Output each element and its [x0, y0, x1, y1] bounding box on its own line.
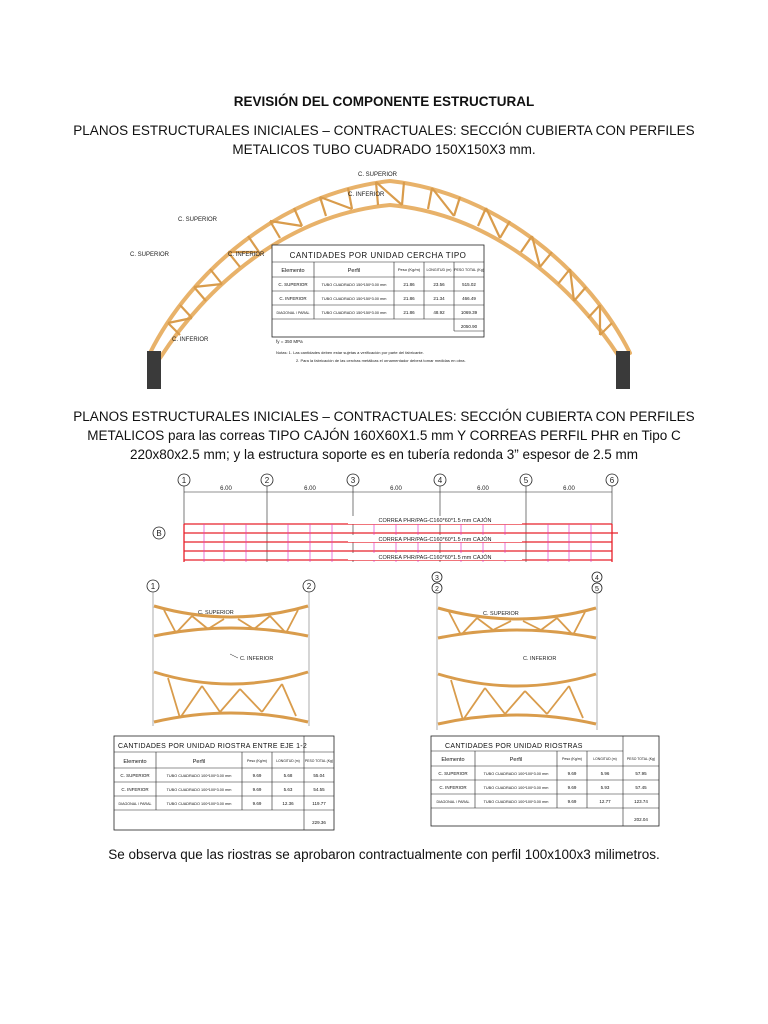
paragraph-2-line-2: METALICOS para las correas TIPO CAJÓN 160X60X1.5 mm Y CORREAS PERFIL PHR en Tipo C — [87, 428, 681, 443]
correa-label-2: CORREA PHR/PAG-C160*60*1.5 mm CAJÓN — [378, 537, 492, 543]
table-total: 229.36 — [312, 820, 326, 825]
span-dim-4: 6.00 — [477, 486, 489, 492]
note-2: 2. Para la fabricación de las cerchas metálicas el ornamentador deberá tomar medidas en obra. — [296, 358, 466, 363]
cell: 54.55 — [313, 787, 325, 792]
axis-label-2: 2 — [306, 582, 312, 591]
cell: TUBO CUADRADO 100*100*3.00 mm — [166, 774, 232, 778]
header-elemento: Elemento — [441, 757, 465, 763]
cell: 21.86 — [403, 310, 415, 315]
cell: 515.02 — [462, 282, 476, 287]
cell: 12.77 — [599, 799, 611, 804]
cell: 9.69 — [252, 801, 262, 806]
header-perfil: Perfil — [509, 757, 523, 763]
note-1: Notas: 1. Las cantidades deben estar sujetas a verificación por parte del fabricante. — [276, 350, 424, 355]
span-dim-5: 6.00 — [563, 486, 575, 492]
cell: 119.77 — [312, 801, 326, 806]
cell: TUBO CUADRADO 100*100*3.00 mm — [166, 788, 232, 792]
cell: DIAGONAL / PARAL — [436, 800, 470, 804]
cell: 466.49 — [462, 296, 476, 301]
cell: 5.96 — [600, 771, 610, 776]
header-longitud: LONGITUD (m) — [276, 759, 300, 763]
label-c-superior-left-2: C. SUPERIOR — [130, 252, 170, 258]
left-column — [147, 351, 161, 389]
cell: 21.34 — [433, 296, 445, 301]
axis-label-1: 1 — [150, 582, 156, 591]
cell: TUBO CUADRADO 100*100*3.00 mm — [483, 800, 549, 804]
cell: TUBO CUADRADO 150*150*3.00 mm — [321, 283, 387, 287]
label-c-inferior-top: C. INFERIOR — [348, 192, 385, 198]
table-title: CANTIDADES POR UNIDAD RIOSTRA ENTRE EJE 1-2 — [118, 743, 308, 750]
span-dim-3: 6.00 — [390, 486, 402, 492]
axis-label-3: 3 — [435, 575, 439, 582]
table-total: 202.04 — [634, 817, 648, 822]
table-title: CANTIDADES POR UNIDAD RIOSTRAS — [445, 743, 583, 750]
cell: 57.95 — [635, 771, 647, 776]
cell: 9.69 — [252, 773, 262, 778]
span-dim-2: 6.00 — [304, 486, 316, 492]
cell: 5.63 — [283, 787, 293, 792]
header-perfil: Perfil — [347, 268, 361, 274]
header-longitud: LONGITUD (m) — [426, 268, 452, 272]
span-dim-1: 6.00 — [220, 486, 232, 492]
table-title: CANTIDADES POR UNIDAD CERCHA TIPO — [289, 251, 467, 260]
header-peso: Peso (Kg/m) — [397, 267, 421, 272]
paragraph-1-line-2: METALICOS TUBO CUADRADO 150X150X3 mm. — [232, 142, 536, 157]
header-perfil: Perfil — [192, 759, 206, 765]
label-c-inferior-left: C. INFERIOR — [228, 252, 265, 258]
header-peso-total: PESO TOTAL (Kg) — [454, 268, 484, 272]
label-c-inferior: C. INFERIOR — [240, 656, 274, 662]
header-peso-total: PESO TOTAL (Kg) — [626, 757, 656, 761]
label-c-inferior: C. INFERIOR — [523, 656, 557, 662]
cell: 5.93 — [600, 785, 610, 790]
cell: DIAGONAL / PARAL — [276, 311, 310, 315]
axis-label-3: 3 — [350, 476, 356, 485]
truss-quantities-table — [272, 245, 484, 337]
riostra-left-drawing — [112, 576, 364, 834]
axis-label-2: 2 — [264, 476, 270, 485]
cell: 23.56 — [433, 282, 445, 287]
header-elemento: Elemento — [123, 759, 147, 765]
riostra-right-table — [431, 736, 659, 826]
axis-label-5: 5 — [595, 586, 599, 593]
label-c-superior-left: C. SUPERIOR — [178, 217, 218, 223]
cell: 9.69 — [567, 771, 577, 776]
cell: TUBO CUADRADO 100*100*3.00 mm — [483, 772, 549, 776]
cell: C. SUPERIOR — [438, 771, 468, 776]
header-peso: Peso (Kg/m) — [247, 759, 267, 763]
cell: TUBO CUADRADO 100*100*3.00 mm — [166, 802, 232, 806]
cell: C. INFERIOR — [121, 787, 149, 792]
axis-label-6: 6 — [609, 476, 615, 485]
cell: 21.86 — [403, 282, 415, 287]
cell: 123.74 — [634, 799, 648, 804]
table-total: 2050.90 — [460, 324, 478, 329]
page-title: REVISIÓN DEL COMPONENTE ESTRUCTURAL — [233, 94, 535, 109]
label-c-inferior-bottom: C. INFERIOR — [172, 337, 209, 343]
riostra-right-drawing — [425, 570, 663, 832]
cell: TUBO CUADRADO 150*150*3.00 mm — [321, 297, 387, 301]
cell: C. SUPERIOR — [120, 773, 150, 778]
cell: 9.69 — [567, 799, 577, 804]
right-column — [616, 351, 630, 389]
cell: 21.86 — [403, 296, 415, 301]
label-c-superior-top: C. SUPERIOR — [358, 172, 398, 178]
axis-label-b: B — [156, 529, 162, 538]
conclusion-paragraph: Se observa que las riostras se aprobaron contractualmente con perfil 100x100x3 milimetros. — [108, 847, 660, 862]
cell: 5.68 — [283, 773, 293, 778]
axis-label-5: 5 — [523, 476, 529, 485]
cell: C. INFERIOR — [439, 785, 467, 790]
axis-label-4: 4 — [437, 476, 443, 485]
cell: 9.69 — [567, 785, 577, 790]
paragraph-1-line-1: PLANOS ESTRUCTURALES INICIALES – CONTRACTUALES: SECCIÓN CUBIERTA CON PERFILES — [73, 123, 695, 138]
cell: C. SUPERIOR — [278, 282, 308, 287]
cell: 48.92 — [433, 310, 445, 315]
header-elemento: Elemento — [281, 268, 305, 274]
header-peso-total: PESO TOTAL (Kg) — [304, 759, 334, 763]
axis-label-1: 1 — [181, 476, 187, 485]
cell: 9.69 — [252, 787, 262, 792]
header-peso: Peso (Kg/m) — [562, 757, 582, 761]
correa-label-1: CORREA PHR/PAG-C160*60*1.5 mm CAJÓN — [378, 518, 492, 524]
axis-label-2: 2 — [435, 586, 439, 593]
cell: 55.04 — [313, 773, 325, 778]
axis-label-4: 4 — [595, 575, 599, 582]
label-c-superior: C. SUPERIOR — [483, 611, 519, 617]
cell: 1069.39 — [460, 310, 478, 315]
fy-note: fy = 350 MPa — [276, 339, 303, 344]
cell: C. INFERIOR — [279, 296, 307, 301]
cell: TUBO CUADRADO 100*100*3.00 mm — [483, 786, 549, 790]
header-longitud: LONGITUD (m) — [593, 757, 617, 761]
label-c-superior: C. SUPERIOR — [198, 610, 234, 616]
paragraph-2-line-1: PLANOS ESTRUCTURALES INICIALES – CONTRACTUALES: SECCIÓN CUBIERTA CON PERFILES — [73, 409, 695, 424]
cell: TUBO CUADRADO 150*150*3.00 mm — [321, 311, 387, 315]
correas-plan-drawing — [148, 472, 628, 562]
cell: DIAGONAL / PARAL — [118, 802, 152, 806]
cell: 12.36 — [282, 801, 294, 806]
paragraph-2-line-3: 220x80x2.5 mm; y la estructura soporte es en tubería redonda 3” espesor de 2.5 mm — [129, 447, 639, 462]
riostra-left-table — [114, 736, 334, 830]
correa-label-3: CORREA PHR/PAG-C160*60*1.5 mm CAJÓN — [378, 555, 492, 561]
arch-truss-drawing — [110, 163, 665, 393]
cell: 57.45 — [635, 785, 647, 790]
